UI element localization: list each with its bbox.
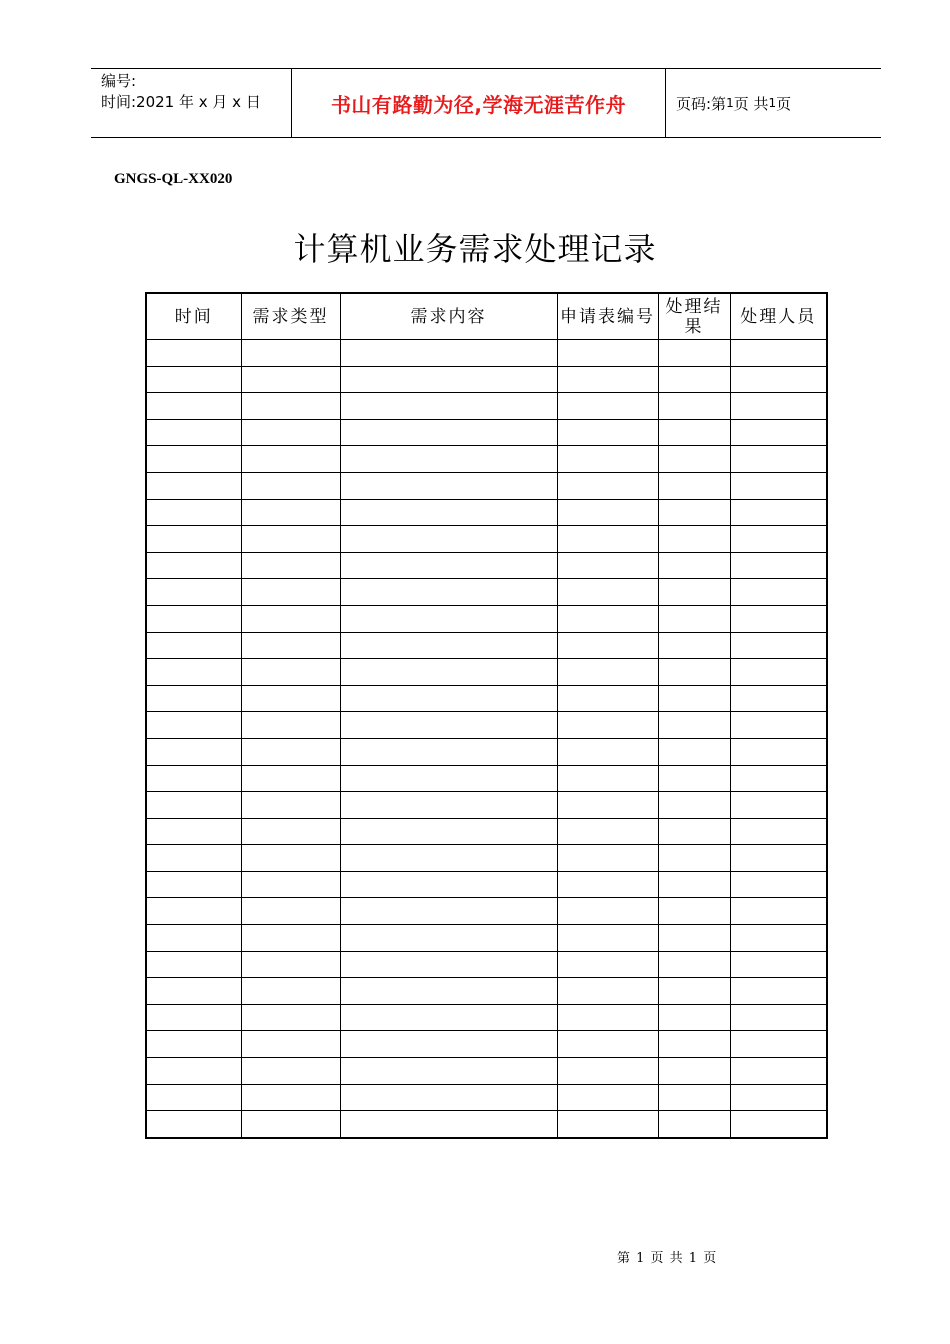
table-cell xyxy=(658,738,730,765)
table-cell xyxy=(557,579,658,606)
table-cell xyxy=(340,738,557,765)
table-cell xyxy=(557,1111,658,1138)
table-cell xyxy=(557,1084,658,1111)
table-cell xyxy=(146,978,241,1005)
table-cell xyxy=(241,579,340,606)
table-cell xyxy=(340,393,557,420)
table-cell xyxy=(730,738,827,765)
table-cell xyxy=(658,898,730,925)
table-cell xyxy=(146,499,241,526)
table-cell xyxy=(241,526,340,553)
table-cell xyxy=(241,1004,340,1031)
table-cell xyxy=(730,659,827,686)
table-cell xyxy=(241,738,340,765)
table-cell xyxy=(340,845,557,872)
table-cell xyxy=(340,526,557,553)
table-cell xyxy=(658,632,730,659)
table-cell xyxy=(658,605,730,632)
table-cell xyxy=(146,925,241,952)
table-cell xyxy=(340,1004,557,1031)
table-cell xyxy=(340,340,557,367)
table-cell xyxy=(658,1058,730,1085)
table-cell xyxy=(340,1111,557,1138)
table-cell xyxy=(730,685,827,712)
table-cell xyxy=(340,472,557,499)
table-row xyxy=(146,526,827,553)
table-cell xyxy=(658,499,730,526)
table-cell xyxy=(557,499,658,526)
table-cell xyxy=(557,1031,658,1058)
table-cell xyxy=(340,978,557,1005)
table-cell xyxy=(730,925,827,952)
table-cell xyxy=(340,792,557,819)
table-cell xyxy=(730,579,827,606)
table-cell xyxy=(241,1031,340,1058)
table-cell xyxy=(557,632,658,659)
table-row xyxy=(146,419,827,446)
table-row xyxy=(146,579,827,606)
table-cell xyxy=(146,526,241,553)
table-cell xyxy=(557,526,658,553)
table-cell xyxy=(241,712,340,739)
table-cell xyxy=(241,552,340,579)
table-row xyxy=(146,712,827,739)
table-cell xyxy=(241,1111,340,1138)
table-cell xyxy=(146,446,241,473)
table-row xyxy=(146,738,827,765)
table-cell xyxy=(730,1111,827,1138)
table-cell xyxy=(730,1004,827,1031)
table-cell xyxy=(658,978,730,1005)
table-cell xyxy=(557,978,658,1005)
table-cell xyxy=(730,419,827,446)
table-cell xyxy=(340,818,557,845)
table-row xyxy=(146,605,827,632)
table-cell xyxy=(557,340,658,367)
table-cell xyxy=(658,765,730,792)
table-cell xyxy=(340,499,557,526)
table-cell xyxy=(146,1058,241,1085)
table-cell xyxy=(557,419,658,446)
table-cell xyxy=(557,685,658,712)
col-header-form-number: 申请表编号 xyxy=(557,293,658,340)
table-cell xyxy=(340,712,557,739)
table-cell xyxy=(241,419,340,446)
table-cell xyxy=(557,659,658,686)
table-cell xyxy=(241,1058,340,1085)
table-row xyxy=(146,1058,827,1085)
page-number-cell xyxy=(666,69,881,137)
table-cell xyxy=(557,898,658,925)
record-table xyxy=(145,292,828,1139)
page-num: 1 xyxy=(726,96,734,110)
table-cell xyxy=(658,685,730,712)
table-row xyxy=(146,1084,827,1111)
table-cell xyxy=(340,366,557,393)
table-cell xyxy=(658,712,730,739)
table-cell xyxy=(146,898,241,925)
table-cell xyxy=(340,552,557,579)
table-cell xyxy=(730,526,827,553)
table-row xyxy=(146,898,827,925)
table-cell xyxy=(146,1111,241,1138)
table-row xyxy=(146,1004,827,1031)
table-cell xyxy=(658,393,730,420)
table-cell xyxy=(730,792,827,819)
table-cell xyxy=(340,1031,557,1058)
page-footer: 第 1 页 共 1 页 xyxy=(617,1251,718,1266)
table-cell xyxy=(658,792,730,819)
table-cell xyxy=(340,951,557,978)
table-cell xyxy=(241,765,340,792)
col-header-handler: 处理人员 xyxy=(730,293,827,340)
col-header-content: 需求内容 xyxy=(340,293,557,340)
table-cell xyxy=(146,738,241,765)
table-cell xyxy=(340,446,557,473)
table-row xyxy=(146,1111,827,1138)
table-row xyxy=(146,818,827,845)
table-cell xyxy=(241,792,340,819)
code-label: 编号: xyxy=(101,72,137,90)
table-cell xyxy=(557,605,658,632)
table-cell xyxy=(730,340,827,367)
table-cell xyxy=(146,659,241,686)
table-row xyxy=(146,552,827,579)
table-cell xyxy=(730,765,827,792)
table-row xyxy=(146,845,827,872)
table-cell xyxy=(340,579,557,606)
table-cell xyxy=(241,340,340,367)
table-cell xyxy=(557,366,658,393)
time-label: 时间:2021 年 x 月 x 日 xyxy=(101,93,261,111)
table-cell xyxy=(146,818,241,845)
document-code: GNGS-QL-XX020 xyxy=(114,171,233,187)
table-cell xyxy=(146,419,241,446)
table-cell xyxy=(557,446,658,473)
table-cell xyxy=(730,818,827,845)
table-row xyxy=(146,659,827,686)
table-cell xyxy=(146,605,241,632)
table-cell xyxy=(730,472,827,499)
table-cell xyxy=(557,472,658,499)
table-cell xyxy=(241,472,340,499)
table-cell xyxy=(340,632,557,659)
table-cell xyxy=(658,552,730,579)
table-cell xyxy=(557,925,658,952)
table-cell xyxy=(146,340,241,367)
page-suffix: 页 xyxy=(776,94,792,113)
table-cell xyxy=(658,818,730,845)
table-row xyxy=(146,978,827,1005)
table-row xyxy=(146,871,827,898)
table-cell xyxy=(146,685,241,712)
table-cell xyxy=(241,632,340,659)
header-motto-cell xyxy=(292,69,666,137)
table-cell xyxy=(658,579,730,606)
table-row xyxy=(146,472,827,499)
table-cell xyxy=(730,605,827,632)
table-cell xyxy=(146,712,241,739)
table-row xyxy=(146,393,827,420)
header-meta xyxy=(91,69,292,137)
table-row xyxy=(146,1031,827,1058)
table-cell xyxy=(730,712,827,739)
table-cell xyxy=(146,871,241,898)
document-title: 计算机业务需求处理记录 xyxy=(293,230,657,268)
table-cell xyxy=(557,738,658,765)
table-row xyxy=(146,685,827,712)
table-cell xyxy=(658,871,730,898)
table-cell xyxy=(730,1058,827,1085)
table-cell xyxy=(241,366,340,393)
table-cell xyxy=(146,845,241,872)
table-cell xyxy=(340,419,557,446)
table-cell xyxy=(146,579,241,606)
table-cell xyxy=(730,1031,827,1058)
table-row xyxy=(146,499,827,526)
table-row xyxy=(146,340,827,367)
table-cell xyxy=(658,419,730,446)
table-cell xyxy=(730,499,827,526)
table-cell xyxy=(730,898,827,925)
table-cell xyxy=(146,552,241,579)
table-row xyxy=(146,925,827,952)
table-cell xyxy=(730,1084,827,1111)
table-cell xyxy=(658,1004,730,1031)
table-cell xyxy=(658,659,730,686)
table-cell xyxy=(730,552,827,579)
table-cell xyxy=(658,925,730,952)
table-row xyxy=(146,765,827,792)
table-cell xyxy=(241,1084,340,1111)
table-cell xyxy=(658,340,730,367)
table-cell xyxy=(658,845,730,872)
table-cell xyxy=(730,393,827,420)
table-cell xyxy=(146,632,241,659)
table-cell xyxy=(340,925,557,952)
table-header-row xyxy=(146,293,827,340)
table-cell xyxy=(658,1031,730,1058)
table-cell xyxy=(241,925,340,952)
table-cell xyxy=(241,446,340,473)
table-cell xyxy=(730,978,827,1005)
table-cell xyxy=(146,765,241,792)
page-mid: 页 共 xyxy=(733,94,769,113)
table-cell xyxy=(557,818,658,845)
col-header-result: 处理结果 xyxy=(658,293,730,340)
page-total: 1 xyxy=(768,96,777,110)
table-cell xyxy=(340,685,557,712)
page-header xyxy=(91,68,881,138)
table-cell xyxy=(730,366,827,393)
table-cell xyxy=(146,792,241,819)
table-cell xyxy=(557,765,658,792)
table-cell xyxy=(340,1058,557,1085)
table-cell xyxy=(557,845,658,872)
table-cell xyxy=(241,978,340,1005)
table-cell xyxy=(340,659,557,686)
table-body xyxy=(146,340,827,1138)
table-cell xyxy=(658,951,730,978)
table-cell xyxy=(658,526,730,553)
col-header-type: 需求类型 xyxy=(241,293,340,340)
table-cell xyxy=(730,845,827,872)
table-cell xyxy=(241,659,340,686)
table-cell xyxy=(241,871,340,898)
table-cell xyxy=(730,632,827,659)
table-cell xyxy=(730,871,827,898)
page-prefix: 页码:第 xyxy=(676,94,727,113)
table-row xyxy=(146,632,827,659)
table-row xyxy=(146,792,827,819)
table-cell xyxy=(658,1111,730,1138)
table-cell xyxy=(557,792,658,819)
table-cell xyxy=(241,605,340,632)
table-cell xyxy=(557,951,658,978)
table-cell xyxy=(557,552,658,579)
table-cell xyxy=(557,393,658,420)
table-cell xyxy=(241,499,340,526)
table-cell xyxy=(730,951,827,978)
motto-text: 书山有路勤为径,学海无涯苦作舟 xyxy=(330,92,627,117)
table-cell xyxy=(241,818,340,845)
table-cell xyxy=(340,1084,557,1111)
table-cell xyxy=(557,871,658,898)
table-cell xyxy=(241,845,340,872)
table-cell xyxy=(557,1004,658,1031)
table-cell xyxy=(340,871,557,898)
table-cell xyxy=(658,1084,730,1111)
table-cell xyxy=(241,393,340,420)
table-row xyxy=(146,951,827,978)
table-cell xyxy=(658,366,730,393)
table-cell xyxy=(340,765,557,792)
table-cell xyxy=(730,446,827,473)
table-cell xyxy=(146,1004,241,1031)
table-cell xyxy=(146,393,241,420)
table-cell xyxy=(658,446,730,473)
table-cell xyxy=(557,712,658,739)
table-cell xyxy=(146,951,241,978)
table-cell xyxy=(146,1084,241,1111)
table-row xyxy=(146,366,827,393)
table-cell xyxy=(658,472,730,499)
table-cell xyxy=(241,685,340,712)
table-cell xyxy=(146,1031,241,1058)
table-cell xyxy=(241,898,340,925)
table-cell xyxy=(146,472,241,499)
table-cell xyxy=(340,898,557,925)
table-cell xyxy=(241,951,340,978)
table-cell xyxy=(557,1058,658,1085)
table-cell xyxy=(146,366,241,393)
col-header-time: 时间 xyxy=(146,293,241,340)
table-row xyxy=(146,446,827,473)
table-cell xyxy=(340,605,557,632)
